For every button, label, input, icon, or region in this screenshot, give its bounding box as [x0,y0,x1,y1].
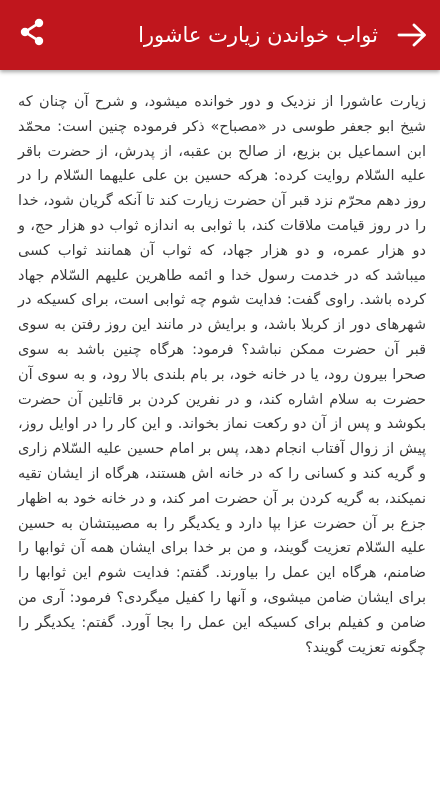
article-text: زیارت عاشورا از نزدیک و دور خوانده میشود، و شرح آن چنان که شیخ ابو جعفر طوسی در «مصباح» ذکر فرموده چنین است: محمّد ابن اسماعیل بن بزیع، از صالح بن عقبه، از پدرش، از حضرت باقر علیه السّلام روایت کرده: هرکه حسین بن علی علیهما السّلام را در روز دهم محرّم نزد قبر آن حضرت زیارت کند تا آنکه گریان شود، خدا را در روز قیامت ملاقات کند، با ثوابی به اندازه ثواب دو هزار حج، و دو هزار عمره، و دو هزار جهاد، که ثواب آن همانند ثواب کسی میباشد که در خدمت رسول خدا و ائمه طاهرین علیهم السّلام جهاد کرده باشد. راوی گفت: فدایت شوم چه ثوابی است، برای کسیکه در شهرهای دور از کربلا باشد، و برایش در مانند این روز رفتن به سوی قبر آن حضرت ممکن نباشد؟ فرمود: هرگاه چنین باشد به سوی صحرا بیرون رود، یا در خانه خود، بر بام بلندی بالا رود، و به سوی آن حضرت به سلام اشاره کند، و در نفرین کردن بر قاتلین آن حضرت بکوشد و پس از آن دو رکعت نماز بخواند. و این کار را در اوایل روز، پیش از زوال آفتاب انجام دهد، پس بر امام حسین علیه السّلام زاری و گریه کند و کسانی را که در خانه اش هستند، هرگاه از ایشان تقیه نمیکند، به گریه کردن بر آن حضرت امر کند، و در خانه خود به اظهار جزع بر آن حضرت عزا بپا دارد و یکدیگر را به مصیبتشان به حسین علیه السّلام تعزیت گویند، و من بر خدا برای ایشان همه آن ثوابها را ضامنم، هرگاه این عمل را بیاورند. گفتم: فدایت شوم این ثوابها را برای ایشان ضامن میشوی، و آنها را کفیل میگردی؟ فرمود: آری من ضامن و کفیلم برای کسیکه این عمل را بجا آورد. گفتم: یکدیگر را چگونه تعزیت گویند؟ [18,94,426,656]
share-icon [19,18,45,46]
app-bar [0,0,440,70]
page-title: ثواب خواندن زیارت عاشورا [138,23,378,47]
arrow-right-icon [397,23,427,47]
back-button[interactable] [392,15,432,55]
article-scroll-area[interactable] [0,70,440,800]
share-button[interactable] [10,12,54,52]
